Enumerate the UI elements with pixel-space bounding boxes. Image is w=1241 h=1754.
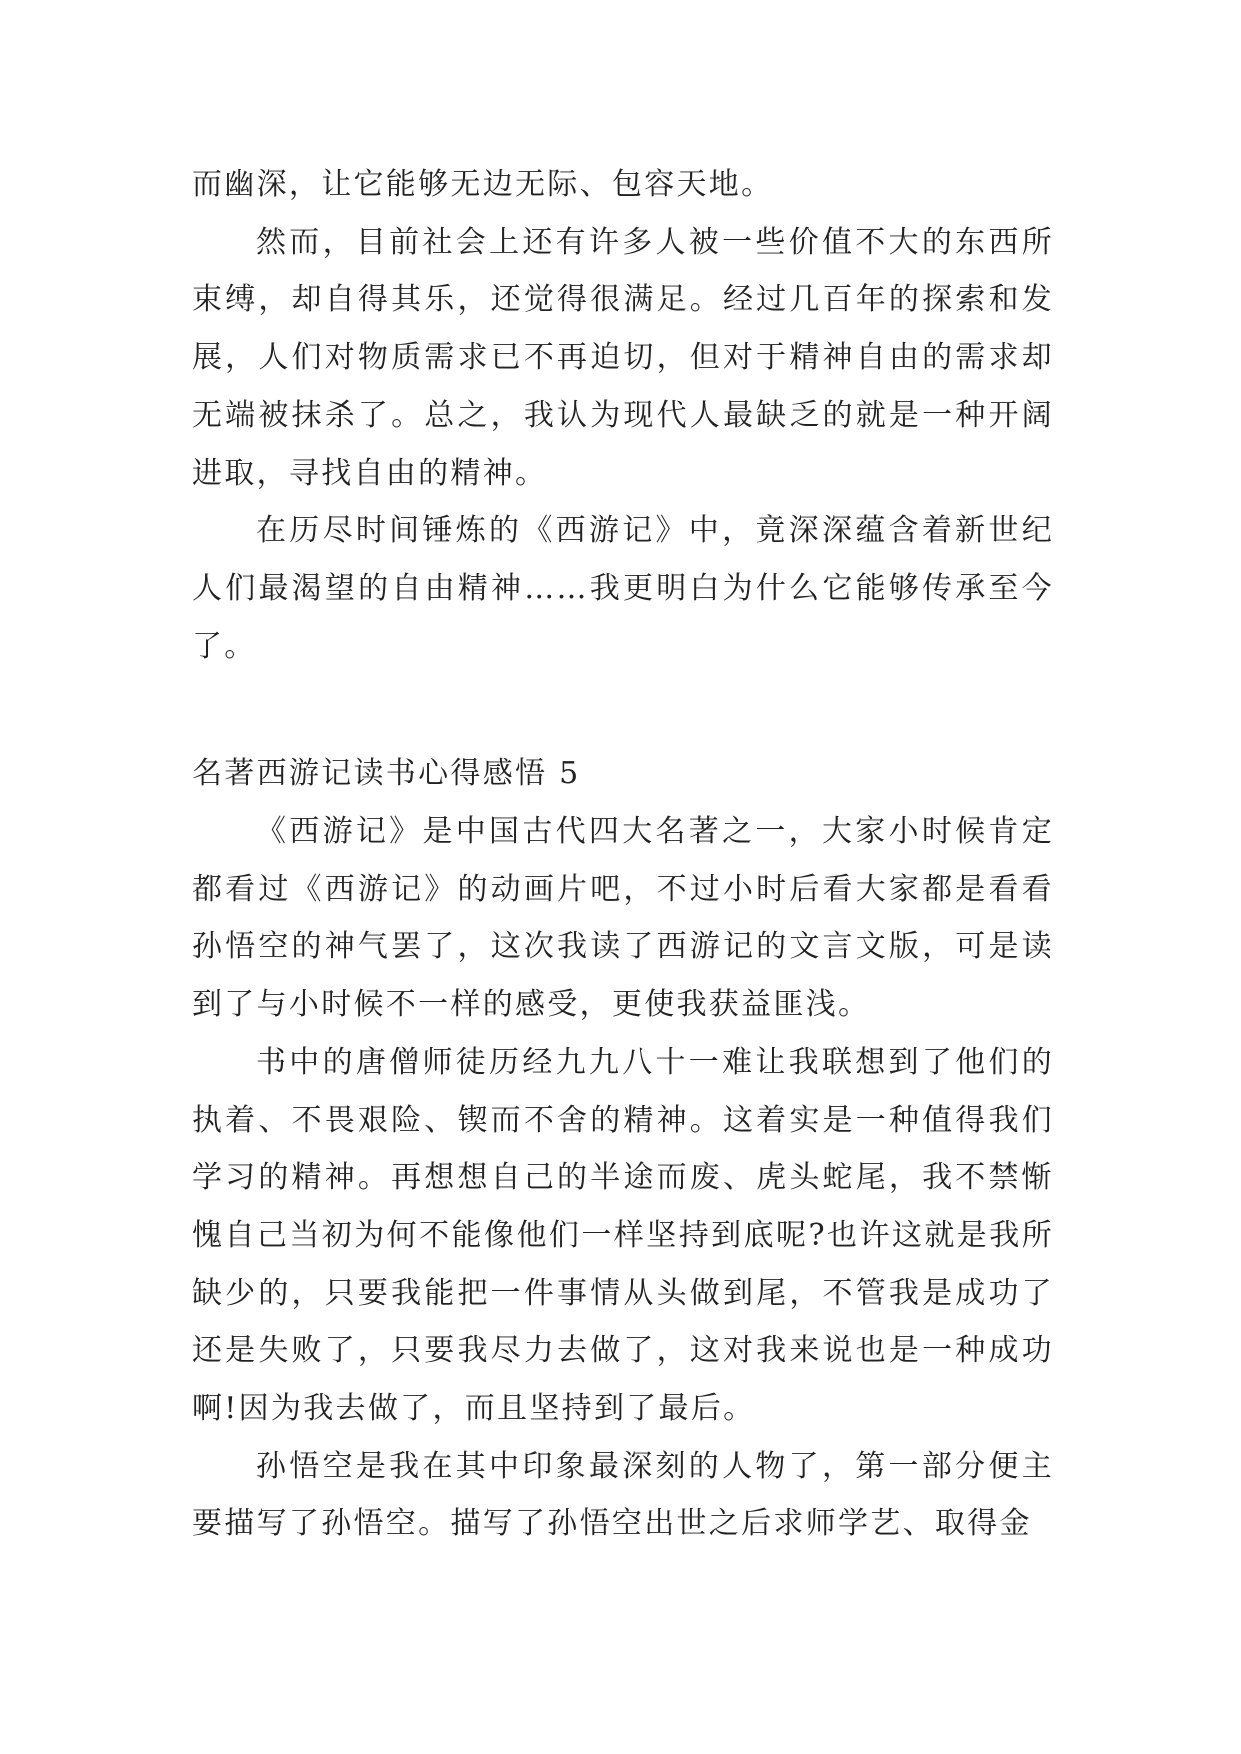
paragraph-continuation: 而幽深，让它能够无边无际、包容天地。 xyxy=(192,167,774,202)
paragraph: 孙悟空是我在其中印象最深刻的人物了，第一部分便主要描写了孙悟空。描写了孙悟空出世之后求师学艺、取得金 xyxy=(192,1448,1054,1542)
paragraph: 书中的唐僧师徒历经九九八十一难让我联想到了他们的执着、不畏艰险、锲而不舍的精神。这着实是一种值得我们学习的精神。再想想自己的半途而废、虎头蛇尾，我不禁惭愧自己当初为何不能像他们一样坚持到底呢?也许这就是我所缺少的，只要我能把一件事情从头做到尾，不管我是成功了还是失败了，只要我尽力去做了，这对我来说也是一种成功啊!因为我去做了，而且坚持到了最后。 xyxy=(192,1044,1054,1427)
paragraph: 《西游记》是中国古代四大名著之一，大家小时候肯定都看过《西游记》的动画片吧，不过小时后看大家都是看看孙悟空的神气罢了，这次我读了西游记的文言文版，可是读到了与小时候不一样的感受，更使我获益匪浅。 xyxy=(192,814,1054,1023)
section-gap xyxy=(192,675,1054,745)
section-title: 名著西游记读书心得感悟 5 xyxy=(192,756,581,792)
paragraph: 然而，目前社会上还有许多人被一些价值不大的东西所束缚，却自得其乐，还觉得很满足。经过几百年的探索和发展，人们对物质需求已不再迫切，但对于精神自由的需求却无端被抹杀了。总之，我认为现代人最缺乏的就是一种开阔进取，寻找自由的精神。 xyxy=(192,224,1054,491)
document-body xyxy=(192,156,1054,1553)
paragraph: 在历尽时间锤炼的《西游记》中，竟深深蕴含着新世纪人们最渴望的自由精神……我更明白为什么它能够传承至今了。 xyxy=(192,513,1054,664)
